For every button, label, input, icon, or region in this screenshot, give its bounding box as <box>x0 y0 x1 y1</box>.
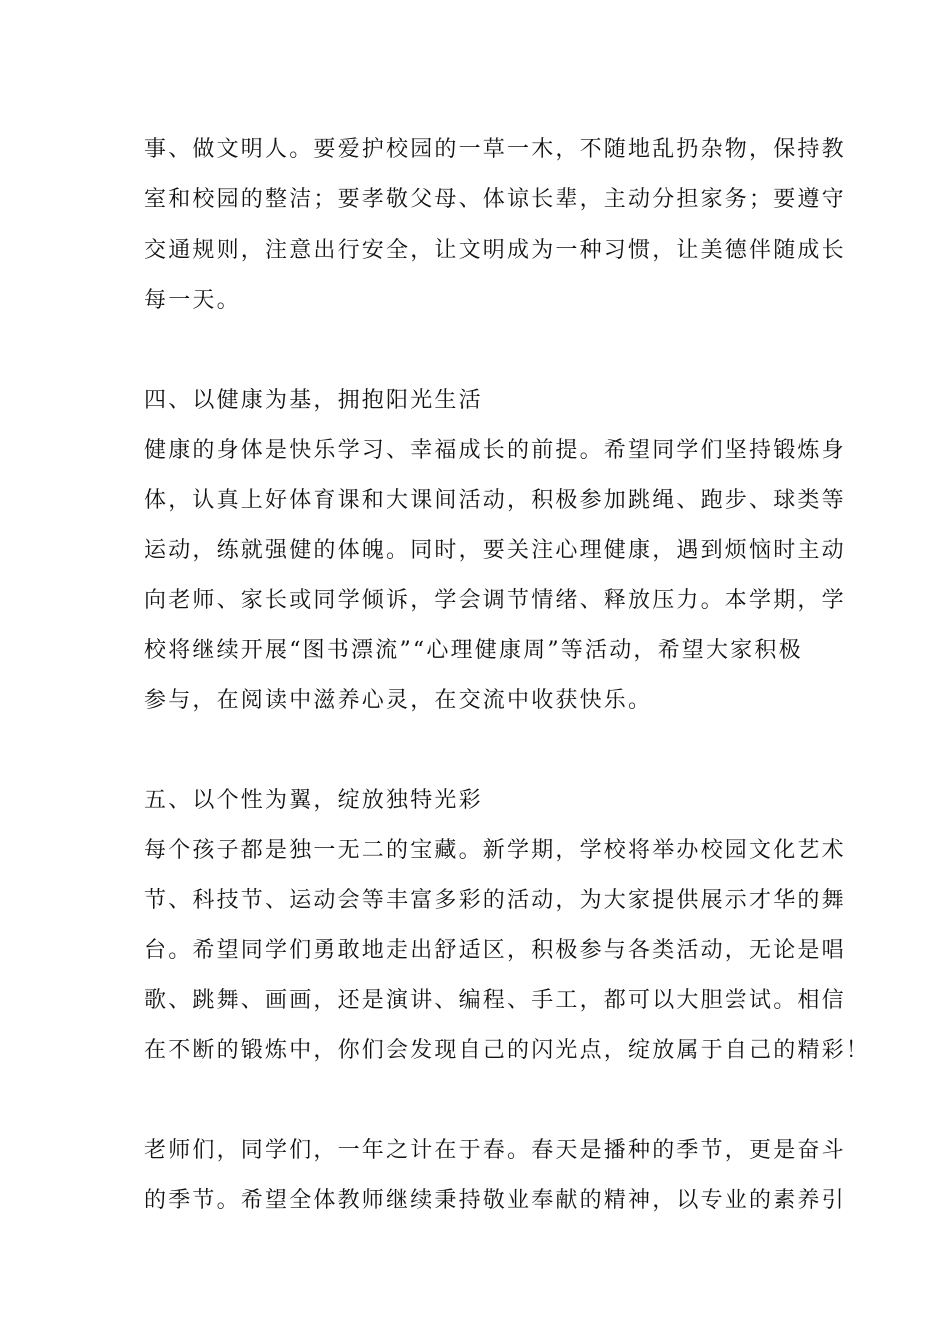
text-line: 体，认真上好体育课和大课间活动，积极参加跳绳、跑步、球类等 <box>144 488 846 513</box>
text-line: 参与，在阅读中滋养心灵，在交流中收获快乐。 <box>144 688 653 713</box>
text-line: 老师们，同学们，一年之计在于春。春天是播种的季节，更是奋斗 <box>144 1138 846 1163</box>
text-line: 的季节。希望全体教师继续秉持敬业奉献的精神，以专业的素养引 <box>144 1188 846 1213</box>
section-heading: 五、以个性为翼，绽放独特光彩 <box>144 788 483 813</box>
section-heading: 四、以健康为基，拥抱阳光生活 <box>144 388 483 413</box>
text-line: 节、科技节、运动会等丰富多彩的活动，为大家提供展示才华的舞 <box>144 888 846 913</box>
text-line: 运动，练就强健的体魄。同时，要关注心理健康，遇到烦恼时主动 <box>144 538 846 563</box>
text-line: 事、做文明人。要爱护校园的一草一木，不随地乱扔杂物，保持教 <box>144 137 846 162</box>
text-line: 在不断的锻炼中，你们会发现自己的闪光点，绽放属于自己的精彩！ <box>144 1038 871 1063</box>
text-line: 歌、跳舞、画画，还是演讲、编程、手工，都可以大胆尝试。相信 <box>144 988 846 1013</box>
text-line: 室和校园的整洁；要孝敬父母、体谅长辈，主动分担家务；要遵守 <box>144 187 846 212</box>
text-line: 向老师、家长或同学倾诉，学会调节情绪、释放压力。本学期，学 <box>144 588 846 613</box>
text-line: 交通规则，注意出行安全，让文明成为一种习惯，让美德伴随成长 <box>144 238 846 263</box>
text-line: 每一天。 <box>144 288 241 313</box>
text-line: 健康的身体是快乐学习、幸福成长的前提。希望同学们坚持锻炼身 <box>144 438 846 463</box>
text-line: 每个孩子都是独一无二的宝藏。新学期，学校将举办校园文化艺术 <box>144 838 846 863</box>
text-line: 台。希望同学们勇敢地走出舒适区，积极参与各类活动，无论是唱 <box>144 938 846 963</box>
text-line: 校将继续开展“图书漂流”“心理健康周”等活动，希望大家积极 <box>144 638 803 663</box>
